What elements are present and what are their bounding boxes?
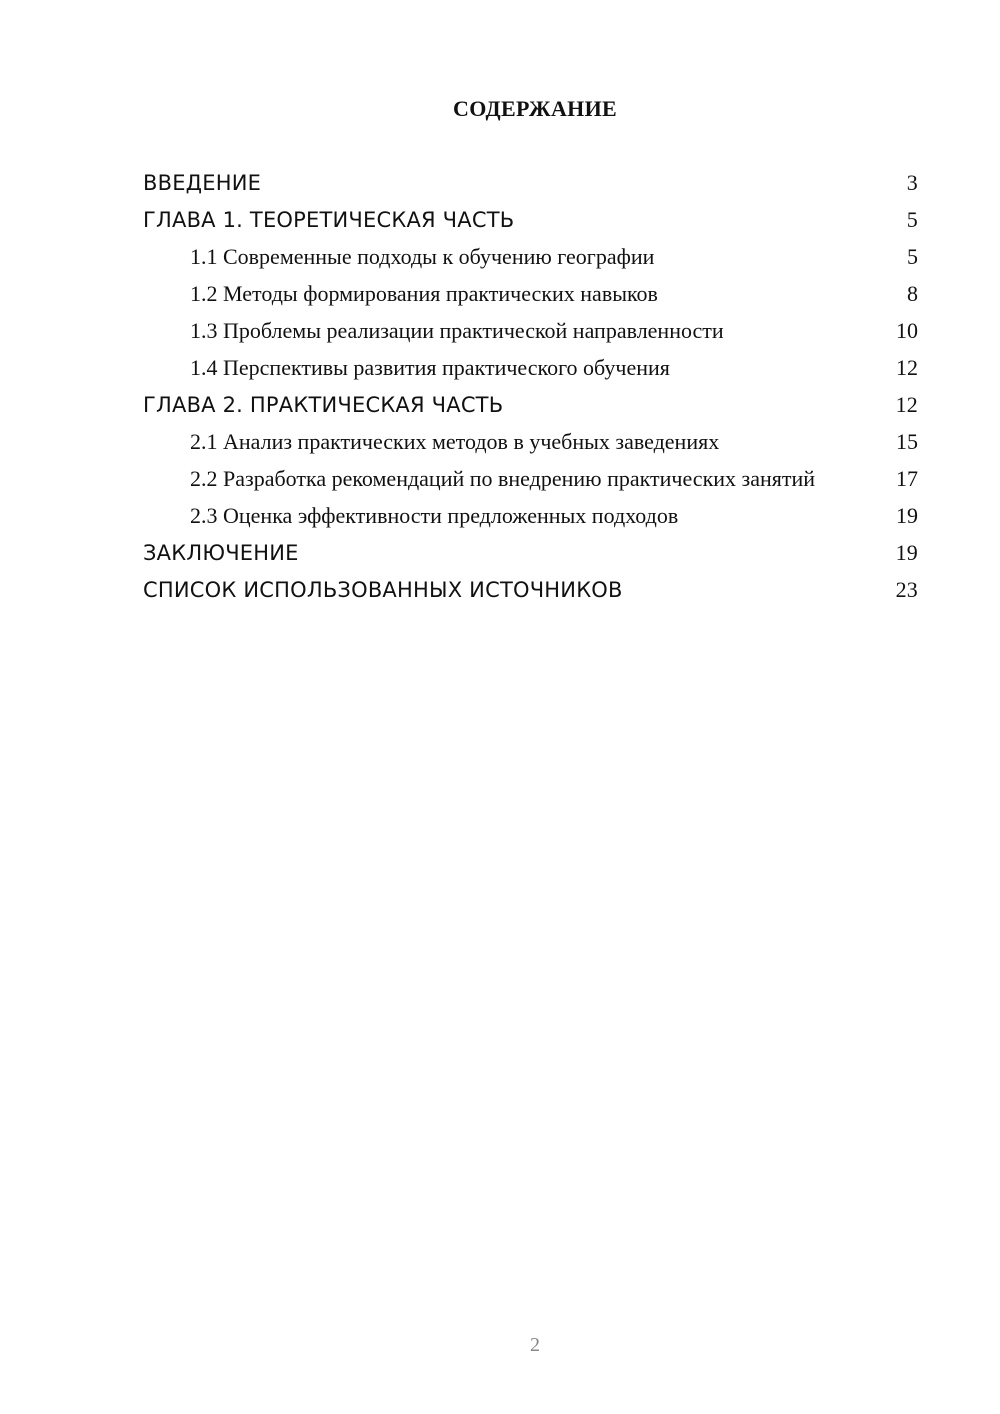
toc-entry-page: 10 [896,318,918,343]
toc-entry-introduction [143,170,918,196]
toc-entry-page: 12 [896,355,918,380]
toc-entry-text: ГЛАВА 1. ТЕОРЕТИЧЕСКАЯ ЧАСТЬ [143,208,515,232]
toc-entry-page: 5 [906,207,918,232]
toc-entry-page: 3 [906,170,918,195]
page-number: 2 [530,1334,540,1356]
toc-entry-references [143,577,918,603]
toc-entry-text: СПИСОК ИСПОЛЬЗОВАННЫХ ИСТОЧНИКОВ [143,578,623,602]
toc-entry-text: 1.3 Проблемы реализации практической направленности [190,318,724,343]
toc-entry-conclusion [143,540,918,566]
toc-entry-text: 1.4 Перспективы развития практического обучения [190,355,670,380]
toc-entry-page: 12 [895,392,918,417]
toc-entry-chapter-1 [143,207,918,233]
toc-entry-text: ГЛАВА 2. ПРАКТИЧЕСКАЯ ЧАСТЬ [143,393,504,417]
toc-entry-page: 17 [896,466,918,491]
toc-entry-page: 23 [895,577,918,602]
toc-entry-page: 8 [907,281,918,306]
toc-entry-chapter-2 [143,392,918,418]
table-of-contents [143,170,918,614]
toc-entry-text: ЗАКЛЮЧЕНИЕ [143,541,299,565]
toc-entry-1-1 [143,244,918,270]
toc-entry-2-3 [143,503,918,529]
toc-entry-page: 15 [896,429,918,454]
toc-entry-1-2 [143,281,918,307]
toc-entry-text: 2.2 Разработка рекомендаций по внедрению практических занятий [190,466,816,491]
toc-entry-text: ВВЕДЕНИЕ [143,171,262,195]
toc-entry-text: 1.2 Методы формирования практических навыков [190,281,658,306]
toc-entry-2-2 [143,466,918,492]
toc-entry-1-4 [143,355,918,381]
toc-entry-text: 1.1 Современные подходы к обучению географии [190,244,655,269]
toc-entry-page: 5 [907,244,918,269]
toc-entry-text: 2.3 Оценка эффективности предложенных подходов [190,503,679,528]
toc-entry-page: 19 [896,503,918,528]
toc-entry-page: 19 [895,540,918,565]
page-title: СОДЕРЖАНИЕ [453,96,617,121]
toc-entry-1-3 [143,318,918,344]
toc-entry-2-1 [143,429,918,455]
toc-entry-text: 2.1 Анализ практических методов в учебных заведениях [190,429,720,454]
